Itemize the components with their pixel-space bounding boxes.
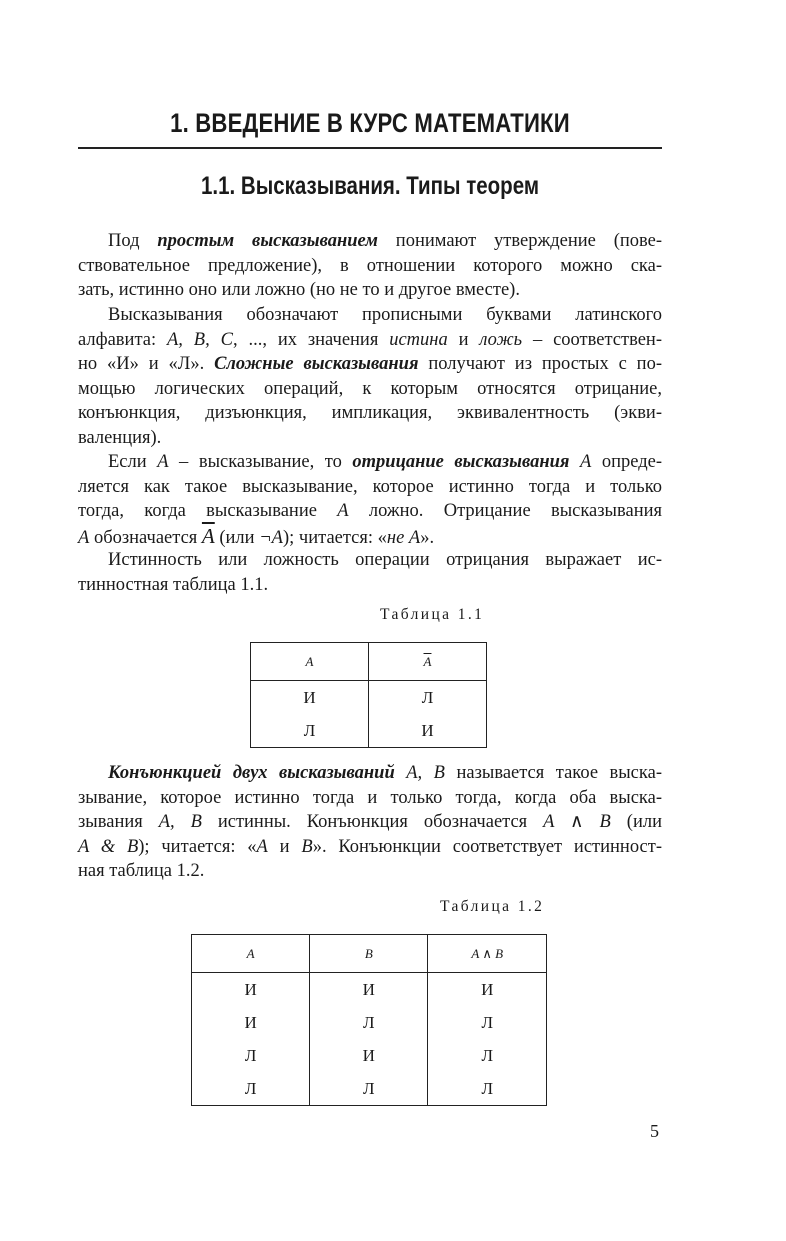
section-title: 1.1. Высказывания. Типы теорем <box>201 172 539 200</box>
term-complex-statements: Сложные высказывания <box>214 354 419 375</box>
table-row <box>192 1006 547 1039</box>
table-row <box>192 1039 547 1072</box>
table-cell: Л <box>303 720 316 740</box>
title-rule <box>78 147 662 149</box>
table-cell: И <box>303 687 316 707</box>
table-cell: Л <box>310 1006 428 1039</box>
table-cell: Л <box>310 1072 428 1106</box>
table-row <box>192 973 547 1007</box>
table-1-caption: Таблица 1.1 <box>380 606 485 623</box>
table-cell: Л <box>244 1078 257 1098</box>
table-cell: И <box>310 1039 428 1072</box>
term-conjunction: Конъюнкцией двух высказываний <box>108 763 395 783</box>
table-cell: Л <box>369 681 487 715</box>
table-header-cell: A ∧ B <box>428 935 547 973</box>
table-cell: И <box>310 973 428 1007</box>
table-cell: Л <box>428 1072 547 1106</box>
table-2 <box>191 934 547 1106</box>
paragraph-5: Конъюнкцией двух высказываний A, B называется такое выска- зывание, которое истинно тогда и только тогда, когда оба выска- зывания A, B истинны. Конъюнкция обозначается A ∧ B (или A & B); читается: «A и B». Конъюнкции соответствует истинност- ная таблица 1.2. <box>78 763 663 882</box>
table-header-cell: A <box>251 643 369 681</box>
chapter-title: 1. ВВЕДЕНИЕ В КУРС МАТЕМАТИКИ <box>170 108 570 138</box>
term-negation: отрицание высказывания <box>352 452 570 472</box>
table-2-caption: Таблица 1.2 <box>440 898 545 915</box>
table-row <box>251 714 487 748</box>
paragraph-1: Под простым высказыванием понимают утверждение (пове- ствовательное предложение), в отношении которого можно ска- зать, истинно оно или ложно (но не то и другое вместе). <box>78 231 662 301</box>
table-header-cell: B <box>310 935 428 973</box>
negation-symbol: $\overline{A}$ <box>201 523 215 548</box>
table-cell: Л <box>244 1045 257 1065</box>
paragraph-2: Высказывания обозначают прописными буквами латинского алфавита: A, B, C, ..., их значения истина и ложь – соответствен- но «И» и «Л». Сложные высказывания получают из простых с по- мощью логических операций, к которым относятся отрицание, конъюнкция, дизъюнкция, импликация, эквивалентность (экви- валенция). <box>78 305 662 448</box>
paragraph-4: Истинность или ложность операции отрицания выражает ис- тинностная таблица 1.1. <box>78 550 662 595</box>
table-header-cell: A <box>192 935 310 973</box>
table-cell: И <box>244 1012 257 1032</box>
table-header-cell: $\overline{A}$ <box>369 643 487 681</box>
table-cell: Л <box>428 1006 547 1039</box>
term-simple-statement: простым высказыванием <box>157 231 378 251</box>
table-cell: И <box>369 714 487 748</box>
table-header-row <box>251 643 487 681</box>
table-1 <box>250 642 487 748</box>
page-number: 5 <box>650 1121 659 1141</box>
table-row <box>192 1072 547 1106</box>
table-cell: Л <box>428 1039 547 1072</box>
table-header-row <box>192 935 547 973</box>
table-row <box>251 681 487 715</box>
table-cell: И <box>428 973 547 1007</box>
paragraph-3: Если A – высказывание, то отрицание высказывания A опреде- ляется как такое высказывание, которое истинно тогда и только тогда, когда высказывание A ложно. Отрицание высказывания A обозначается $\overline{A}$ (или ¬A); читается: «не A». <box>78 452 662 548</box>
table-cell: И <box>244 979 257 999</box>
